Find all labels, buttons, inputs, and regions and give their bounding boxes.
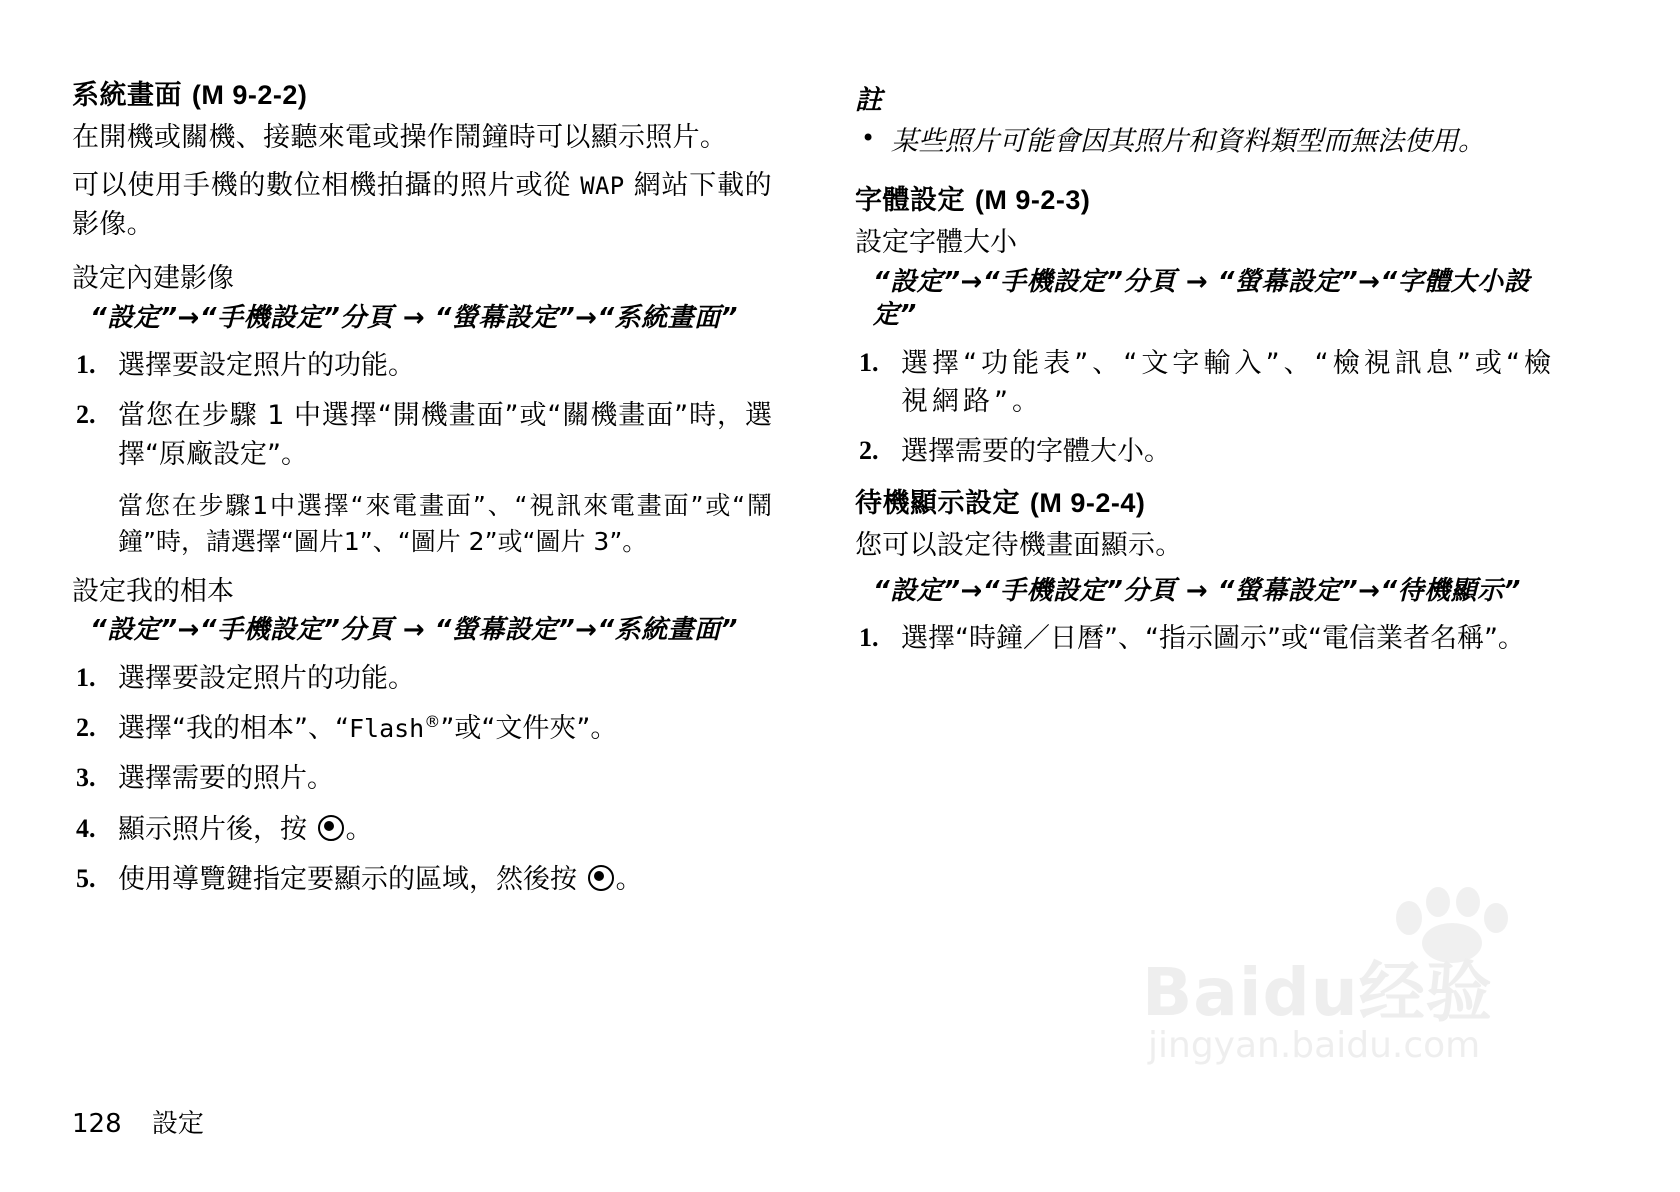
bullet-icon: •	[861, 124, 876, 152]
subheading-builtin-image: 設定內建影像	[72, 263, 234, 295]
step-text: 當您在步驟 1 中選擇“開機畫面”或“關機畫面”時，選擇“原廠設定”。	[118, 400, 772, 470]
section-heading-standby-display	[855, 486, 1555, 521]
step-number: 2.	[859, 436, 879, 466]
section-heading-text: 字體設定	[855, 185, 965, 217]
list-item	[72, 660, 772, 698]
intro-paragraph-2	[72, 167, 772, 244]
page-footer	[72, 1103, 204, 1140]
page-number: 128	[72, 1109, 122, 1139]
watermark	[1142, 897, 1622, 1087]
subheading-my-album: 設定我的相本	[72, 575, 234, 607]
step-continuation-text: 當您在步驟1中選擇“來電畫面”、“視訊來電畫面”或“鬧鐘”時，請選擇“圖片1”、“圖片 2”或“圖片 3”。	[118, 491, 772, 557]
step-number: 5.	[76, 864, 96, 893]
section-heading-code: (M 9-2-4)	[1029, 487, 1146, 518]
step-text: 選擇要設定照片的功能。	[118, 350, 415, 382]
list-item	[72, 347, 772, 385]
list-item	[72, 397, 772, 474]
section-heading-text: 系統畫面	[72, 80, 182, 111]
list-item	[72, 760, 772, 798]
list-item	[855, 433, 1555, 471]
center-key-icon	[318, 815, 344, 841]
list-item	[72, 861, 772, 899]
intro2-wap-term: WAP	[580, 172, 625, 201]
menu-path-system-screen-1: “設定”→“手機設定”分頁 → “螢幕設定”→“系統畫面”	[90, 302, 738, 333]
step-text: 選擇需要的字體大小。	[901, 436, 1171, 468]
steps-list-font-size	[855, 345, 1555, 472]
section-heading-system-screen	[72, 78, 772, 113]
intro-paragraph-1: 在開機或關機、接聽來電或操作鬧鐘時可以顯示照片。	[72, 122, 728, 154]
note-heading: 註	[855, 85, 882, 116]
intro2-part-a: 可以使用手機的數位相機拍攝的照片或從	[72, 170, 581, 202]
section-heading-code: (M 9-2-3)	[974, 185, 1091, 216]
step-number: 2.	[76, 400, 96, 430]
subheading-font-size: 設定字體大小	[855, 227, 1017, 259]
step-text: 使用導覽鍵指定要顯示的區域，然後按 。	[118, 864, 643, 895]
step-number: 2.	[76, 713, 96, 743]
note-list	[855, 123, 1555, 161]
step-number: 3.	[76, 763, 96, 793]
step-number: 1.	[76, 662, 96, 692]
menu-path-font-size: “設定”→“手機設定”分頁 → “螢幕設定”→“字體大小設定”	[873, 267, 1531, 331]
watermark-url: jingyan.baidu.com	[1148, 1025, 1481, 1066]
list-item	[855, 123, 1555, 161]
steps-list-standby-display	[855, 620, 1555, 658]
standby-intro: 您可以設定待機畫面顯示。	[855, 529, 1183, 561]
step-number: 1.	[859, 347, 879, 377]
section-heading-code: (M 9-2-2)	[191, 80, 308, 110]
section-heading-font-setting	[855, 183, 1555, 218]
paw-logo-icon	[1392, 885, 1512, 955]
step-number: 4.	[76, 813, 96, 843]
section-heading-text: 待機顯示設定	[855, 487, 1020, 519]
intro2-part-b: 網站下載的影像。	[72, 170, 772, 240]
steps-list-my-album	[72, 660, 772, 900]
list-item	[855, 620, 1555, 658]
list-item	[72, 710, 772, 748]
step-number: 1.	[76, 350, 96, 380]
step-text: 選擇“功能表”、“文字輸入”、“檢視訊息”或“檢視網路”。	[901, 347, 1555, 418]
step-number: 1.	[859, 623, 879, 653]
step-text: 選擇“時鐘／日曆”、“指示圖示”或“電信業者名稱”。	[901, 623, 1525, 655]
step-text: 顯示照片後，按 。	[118, 813, 373, 845]
center-key-icon	[588, 865, 614, 891]
footer-section-label: 設定	[151, 1109, 204, 1139]
right-column	[855, 78, 1555, 673]
step-text: 選擇要設定照片的功能。	[118, 662, 415, 694]
list-item	[855, 345, 1555, 422]
step-text: 選擇需要的照片。	[118, 763, 334, 795]
step-text: 選擇“我的相本”、“Flash®”或“文件夾”。	[118, 712, 618, 745]
menu-path-system-screen-2: “設定”→“手機設定”分頁 → “螢幕設定”→“系統畫面”	[90, 615, 738, 646]
watermark-brand: Baidu经验	[1142, 954, 1493, 1031]
menu-path-standby-display: “設定”→“手機設定”分頁 → “螢幕設定”→“待機顯示”	[873, 576, 1521, 607]
steps-list-builtin-image	[72, 347, 772, 474]
list-item	[72, 811, 772, 849]
note-text: 某些照片可能會因其照片和資料類型而無法使用。	[891, 126, 1485, 157]
left-column	[72, 78, 772, 913]
